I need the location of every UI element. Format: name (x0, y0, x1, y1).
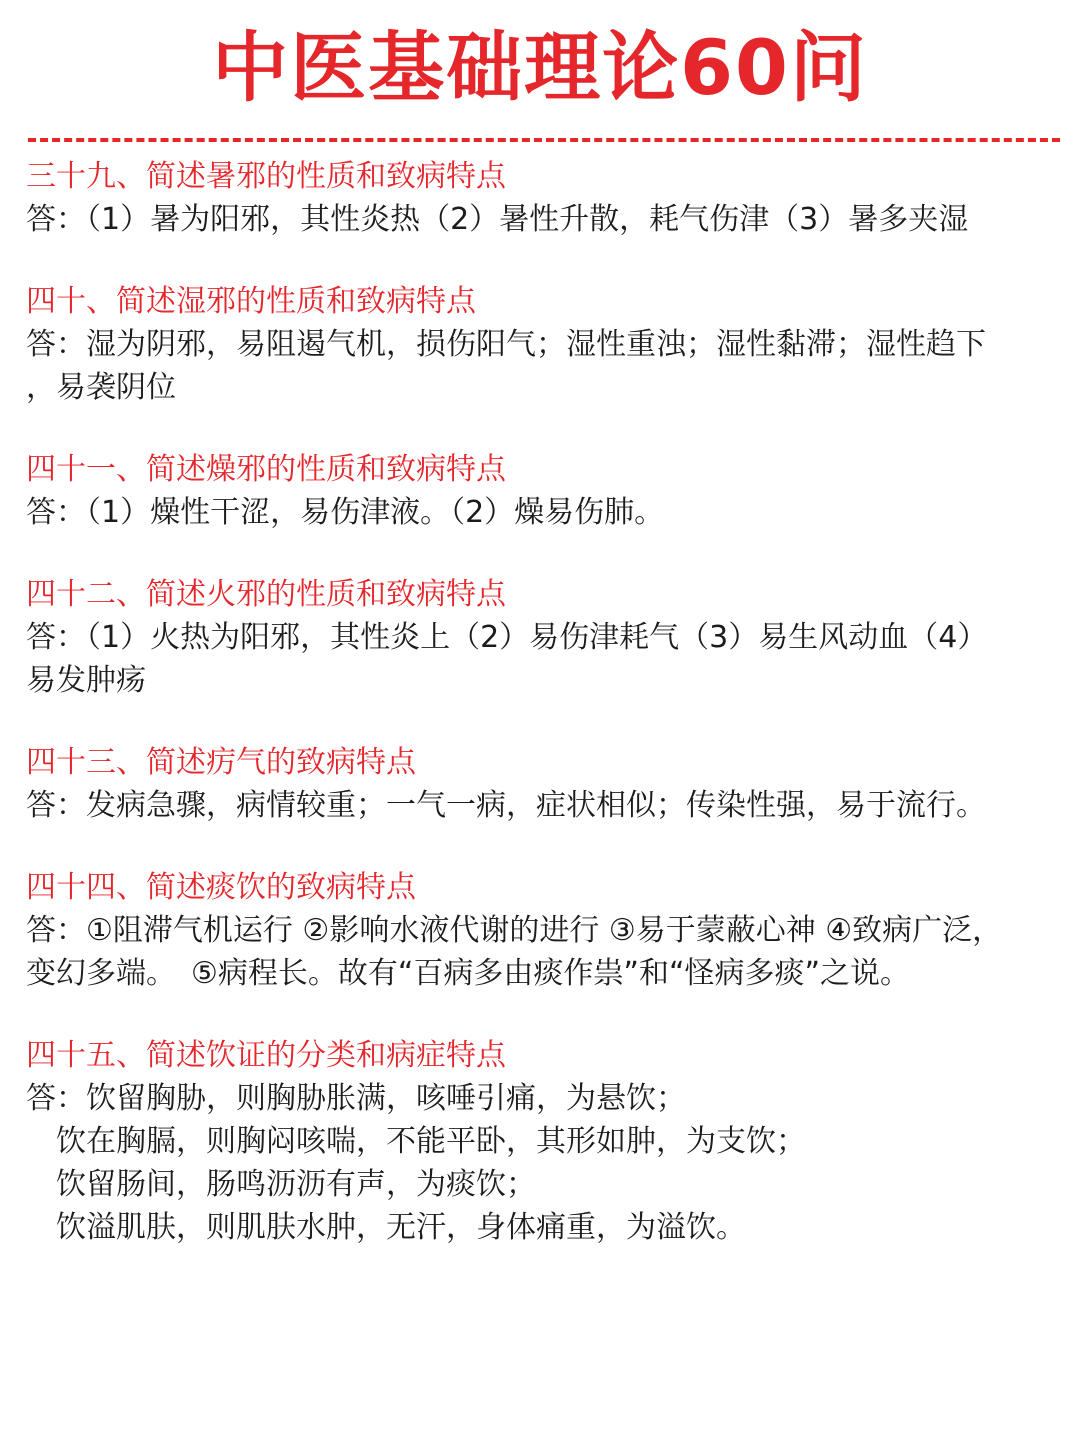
answer-line: 答：①阻滞气机运行 ②影响水液代谢的进行 ③易于蒙蔽心神 ④致病广泛， (26, 913, 1003, 948)
qa-item-45 (26, 1035, 1066, 1249)
qa-item-41 (26, 449, 1066, 534)
answer-line: 答：（1）火热为阳邪，其性炎上（2）易伤津耗气（3）易生风动血（4） (26, 620, 988, 655)
qa-item-42 (26, 574, 1066, 702)
qa-item-40 (26, 281, 1066, 409)
question-heading: 三十九、简述暑邪的性质和致病特点 (26, 159, 506, 194)
answer-line: 答：湿为阴邪，易阻遏气机，损伤阳气；湿性重浊；湿性黏滞；湿性趋下 (26, 327, 986, 362)
question-heading: 四十二、简述火邪的性质和致病特点 (26, 577, 506, 612)
page-title: 中医基础理论60问 (212, 23, 868, 112)
answer-line: 答：发病急骤，病情较重；一气一病，症状相似；传染性强，易于流行。 (26, 788, 986, 823)
question-heading: 四十五、简述饮证的分类和病症特点 (26, 1038, 506, 1073)
qa-list (26, 156, 1066, 1289)
dashed-divider (28, 138, 1060, 142)
question-heading: 四十一、简述燥邪的性质和致病特点 (26, 452, 506, 487)
qa-item-44 (26, 867, 1066, 995)
qa-item-43 (26, 742, 1066, 827)
question-heading: 四十四、简述痰饮的致病特点 (26, 870, 416, 905)
answer-line: ，易袭阴位 (26, 370, 176, 405)
answer-line: 易发肿疡 (26, 663, 146, 698)
question-heading: 四十、简述湿邪的性质和致病特点 (26, 284, 476, 319)
answer-line: 答：饮留胸胁，则胸胁胀满，咳唾引痛，为悬饮； (26, 1081, 686, 1116)
answer-line: 变幻多端。 ⑤病程长。故有“百病多由痰作祟”和“怪病多痰”之说。 (26, 956, 911, 991)
qa-item-39 (26, 156, 1066, 241)
answer-line: 答：（1）燥性干涩，易伤津液。（2）燥易伤肺。 (26, 495, 665, 530)
answer-line: 饮溢肌肤，则肌肤水肿，无汗，身体痛重，为溢饮。 (56, 1210, 746, 1245)
answer-line: 饮在胸膈，则胸闷咳喘，不能平卧，其形如肿，为支饮； (56, 1124, 806, 1159)
answer-line: 答：（1）暑为阳邪，其性炎热（2）暑性升散，耗气伤津（3）暑多夹湿 (26, 202, 969, 237)
answer-line: 饮留肠间，肠鸣沥沥有声，为痰饮； (56, 1167, 536, 1202)
question-heading: 四十三、简述疠气的致病特点 (26, 745, 416, 780)
